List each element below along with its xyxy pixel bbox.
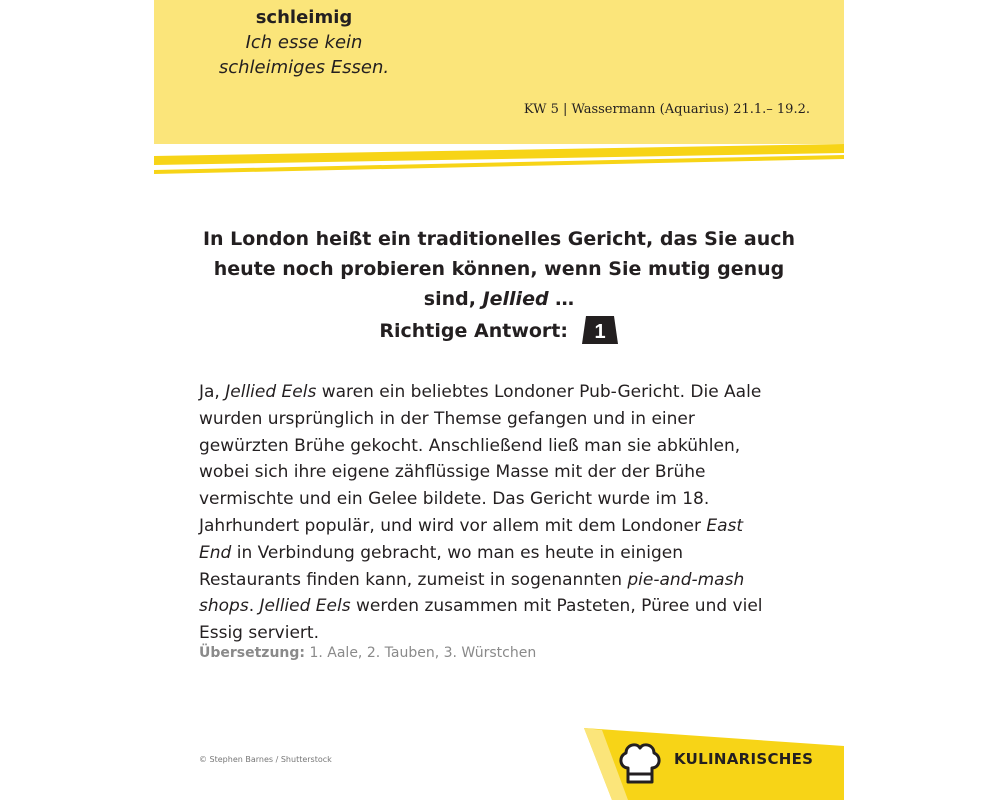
question-text: [194, 224, 804, 314]
explanation-italic: pie-and-mash shops: [199, 569, 745, 617]
photo-credit: © Stephen Barnes / Shutterstock: [199, 755, 332, 764]
translation-line: [199, 645, 536, 661]
question-part1: In London heißt ein traditionelles Gericht, das Sie auch heute noch probieren können, wenn Sie mutig genug sind,: [202, 228, 796, 310]
answer-label: Richtige Antwort:: [379, 320, 568, 342]
answer-line: [154, 316, 844, 347]
explanation-italic: Jellied Eels: [225, 382, 317, 402]
vocab-word: schleimig: [255, 7, 353, 28]
answer-number-badge: [581, 315, 619, 345]
explanation-text: [199, 379, 779, 647]
explanation-seg: Ja,: [199, 382, 226, 402]
explanation-seg: waren ein beliebtes Londoner Pub-Gericht. Die Aale wurden ursprünglich in der Themse gefangen und in einer gewürzten Brühe gekocht. Anschließend ließ man sie abkühlen, wobei sich ihre eigene zähflüssige Masse mit der der Brühe vermischte und ein Gelee bildete. Das Gericht wurde im 18. Jahrhundert populär, und wird vor allem mit dem Londoner: [199, 382, 762, 536]
explanation-italic: Jellied Eels: [259, 596, 351, 617]
chef-hat-icon: [616, 740, 664, 788]
category-tag: [584, 720, 844, 800]
quiz-card: [154, 0, 844, 800]
explanation-seg: .: [248, 596, 260, 617]
week-info: KW 5 | Wassermann (Aquarius) 21.1.– 19.2.: [523, 102, 810, 117]
translation-label: Übersetzung:: [199, 645, 306, 661]
category-label: KULINARISCHES: [674, 750, 814, 768]
explanation-italic: East End: [199, 515, 744, 563]
question-end: …: [548, 288, 575, 310]
header-band: [154, 0, 844, 144]
vocab-example: Ich esse kein schleimiges Essen.: [218, 32, 390, 78]
explanation-seg: werden zusammen mit Pasteten, Püree und viel Essig serviert.: [199, 596, 763, 644]
answer-number: 1: [594, 320, 606, 343]
translation-text: 1. Aale, 2. Tauben, 3. Würstchen: [305, 645, 537, 661]
explanation-seg: in Verbindung gebracht, wo man es heute in einigen Restaurants finden kann, zumeist in sogenannten: [199, 542, 683, 590]
question-italic: Jellied: [482, 288, 549, 310]
decorative-stripes: [154, 140, 844, 180]
vocabulary-box: [154, 6, 454, 80]
